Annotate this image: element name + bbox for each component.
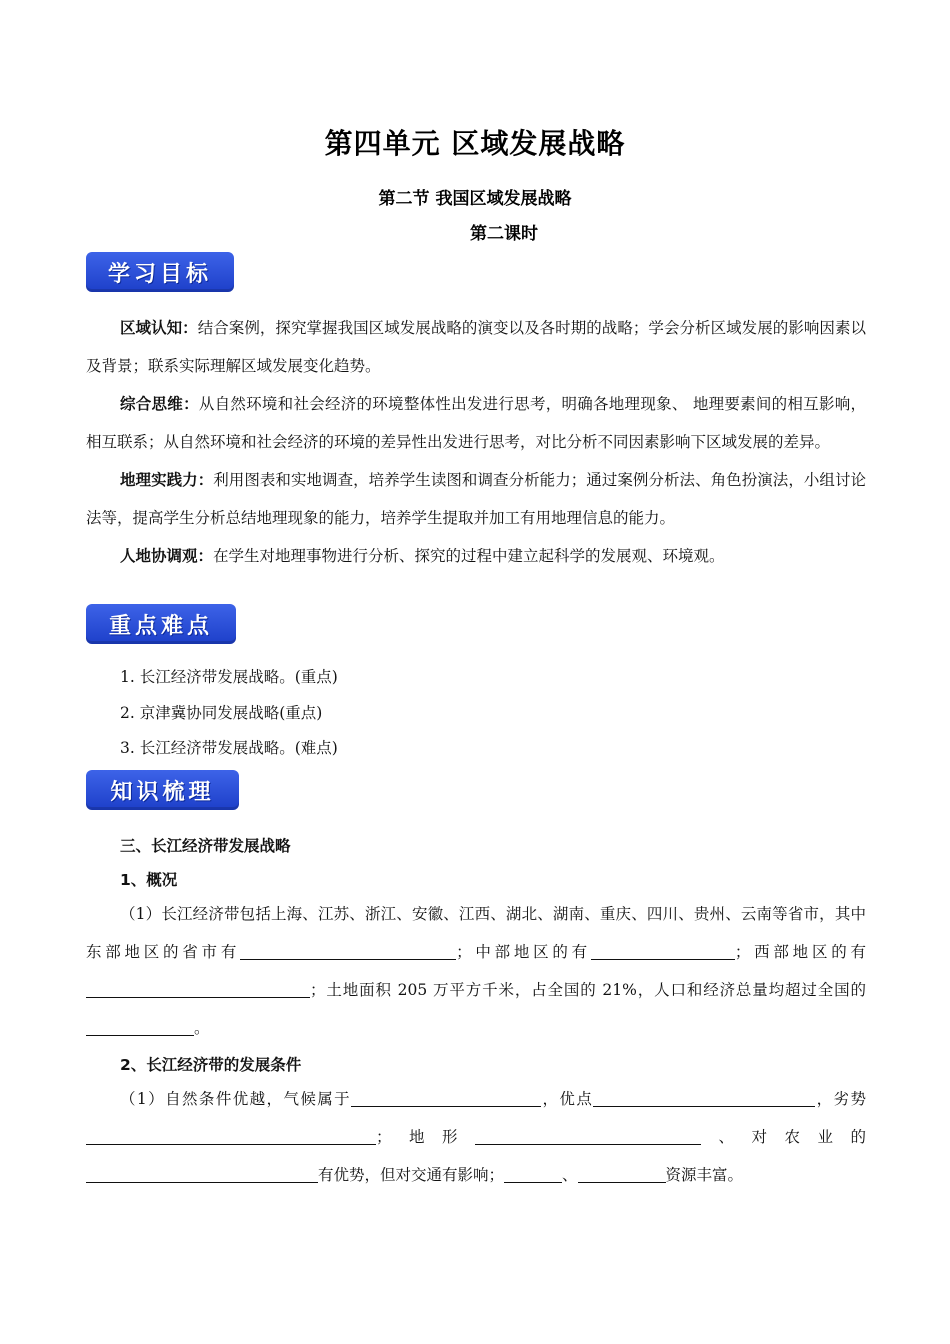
fill-blank[interactable] <box>351 1088 541 1107</box>
overview-paragraph: （1）长江经济带包括上海、江苏、浙江、安徽、江西、湖北、湖南、重庆、四川、贵州、云南等省市，其中东部地区的省市有 ；中部地区的有 ；西部地区的有；土地面积 205 万平方千米，占全国的 21%，人口和经济总量均超过全国的。 <box>86 905 866 1037</box>
objectives-badge: 学习目标 <box>86 252 234 292</box>
objective-text: 在学生对地理事物进行分析、探究的过程中建立起科学的发展观、环境观。 <box>213 547 725 565</box>
objective-text: 结合案例，探究掌握我国区域发展战略的演变以及各时期的战略；学会分析区域发展的影响因素以及背景；联系实际理解区域发展变化趋势。 <box>86 319 866 375</box>
section-title: 第二节 我国区域发展战略 <box>378 189 572 209</box>
objective-item <box>86 537 866 575</box>
subsection-heading: 2、长江经济带的发展条件 <box>120 1056 302 1074</box>
knowledge-badge: 知识梳理 <box>86 770 239 810</box>
objective-label: 地理实践力： <box>120 471 214 489</box>
fill-blank[interactable] <box>593 1088 815 1107</box>
fill-blank[interactable] <box>240 941 456 960</box>
objective-item <box>86 385 866 461</box>
fill-blank[interactable] <box>591 941 735 960</box>
objective-label: 区域认知： <box>120 319 198 337</box>
fill-blank[interactable] <box>86 1126 376 1145</box>
fill-blank[interactable] <box>578 1164 666 1183</box>
unit-title: 第四单元 区域发展战略 <box>324 127 626 160</box>
fill-blank[interactable] <box>86 1164 318 1183</box>
fill-blank[interactable] <box>86 1017 194 1036</box>
key-point-item: 2. 京津冀协同发展战略(重点) <box>120 704 323 722</box>
objective-text: 利用图表和实地调查，培养学生读图和调查分析能力；通过案例分析法、角色扮演法，小组讨论法等，提高学生分析总结地理现象的能力，培养学生提取并加工有用地理信息的能力。 <box>86 471 866 527</box>
subsection-heading: 1、概况 <box>120 871 178 889</box>
objectives-block <box>86 309 866 575</box>
key-point-item: 1. 长江经济带发展战略。(重点) <box>120 668 338 686</box>
key-point-item: 3. 长江经济带发展战略。(难点) <box>120 739 338 757</box>
lesson-title: 第二课时 <box>470 224 538 244</box>
conditions-paragraph: （1）自然条件优越，气候属于 ，优点 ，劣势；地形 、对农业的有优势，但对交通有影响； 、 资源丰富。 <box>86 1080 866 1194</box>
objective-text: 从自然环境和社会经济的环境整体性出发进行思考，明确各地理现象、 地理要素间的相互影响，相互联系；从自然环境和社会经济的环境的差异性出发进行思考，对比分析不同因素影响下区域发展的差异。 <box>86 395 866 451</box>
objective-label: 综合思维： <box>120 395 199 413</box>
fill-blank[interactable] <box>504 1164 562 1183</box>
objective-item <box>86 461 866 537</box>
fill-blank[interactable] <box>86 979 310 998</box>
objective-label: 人地协调观： <box>120 547 214 565</box>
section-heading: 三、长江经济带发展战略 <box>120 837 291 855</box>
fill-blank[interactable] <box>475 1126 701 1145</box>
objective-item <box>86 309 866 385</box>
key-points-badge: 重点难点 <box>86 604 236 644</box>
